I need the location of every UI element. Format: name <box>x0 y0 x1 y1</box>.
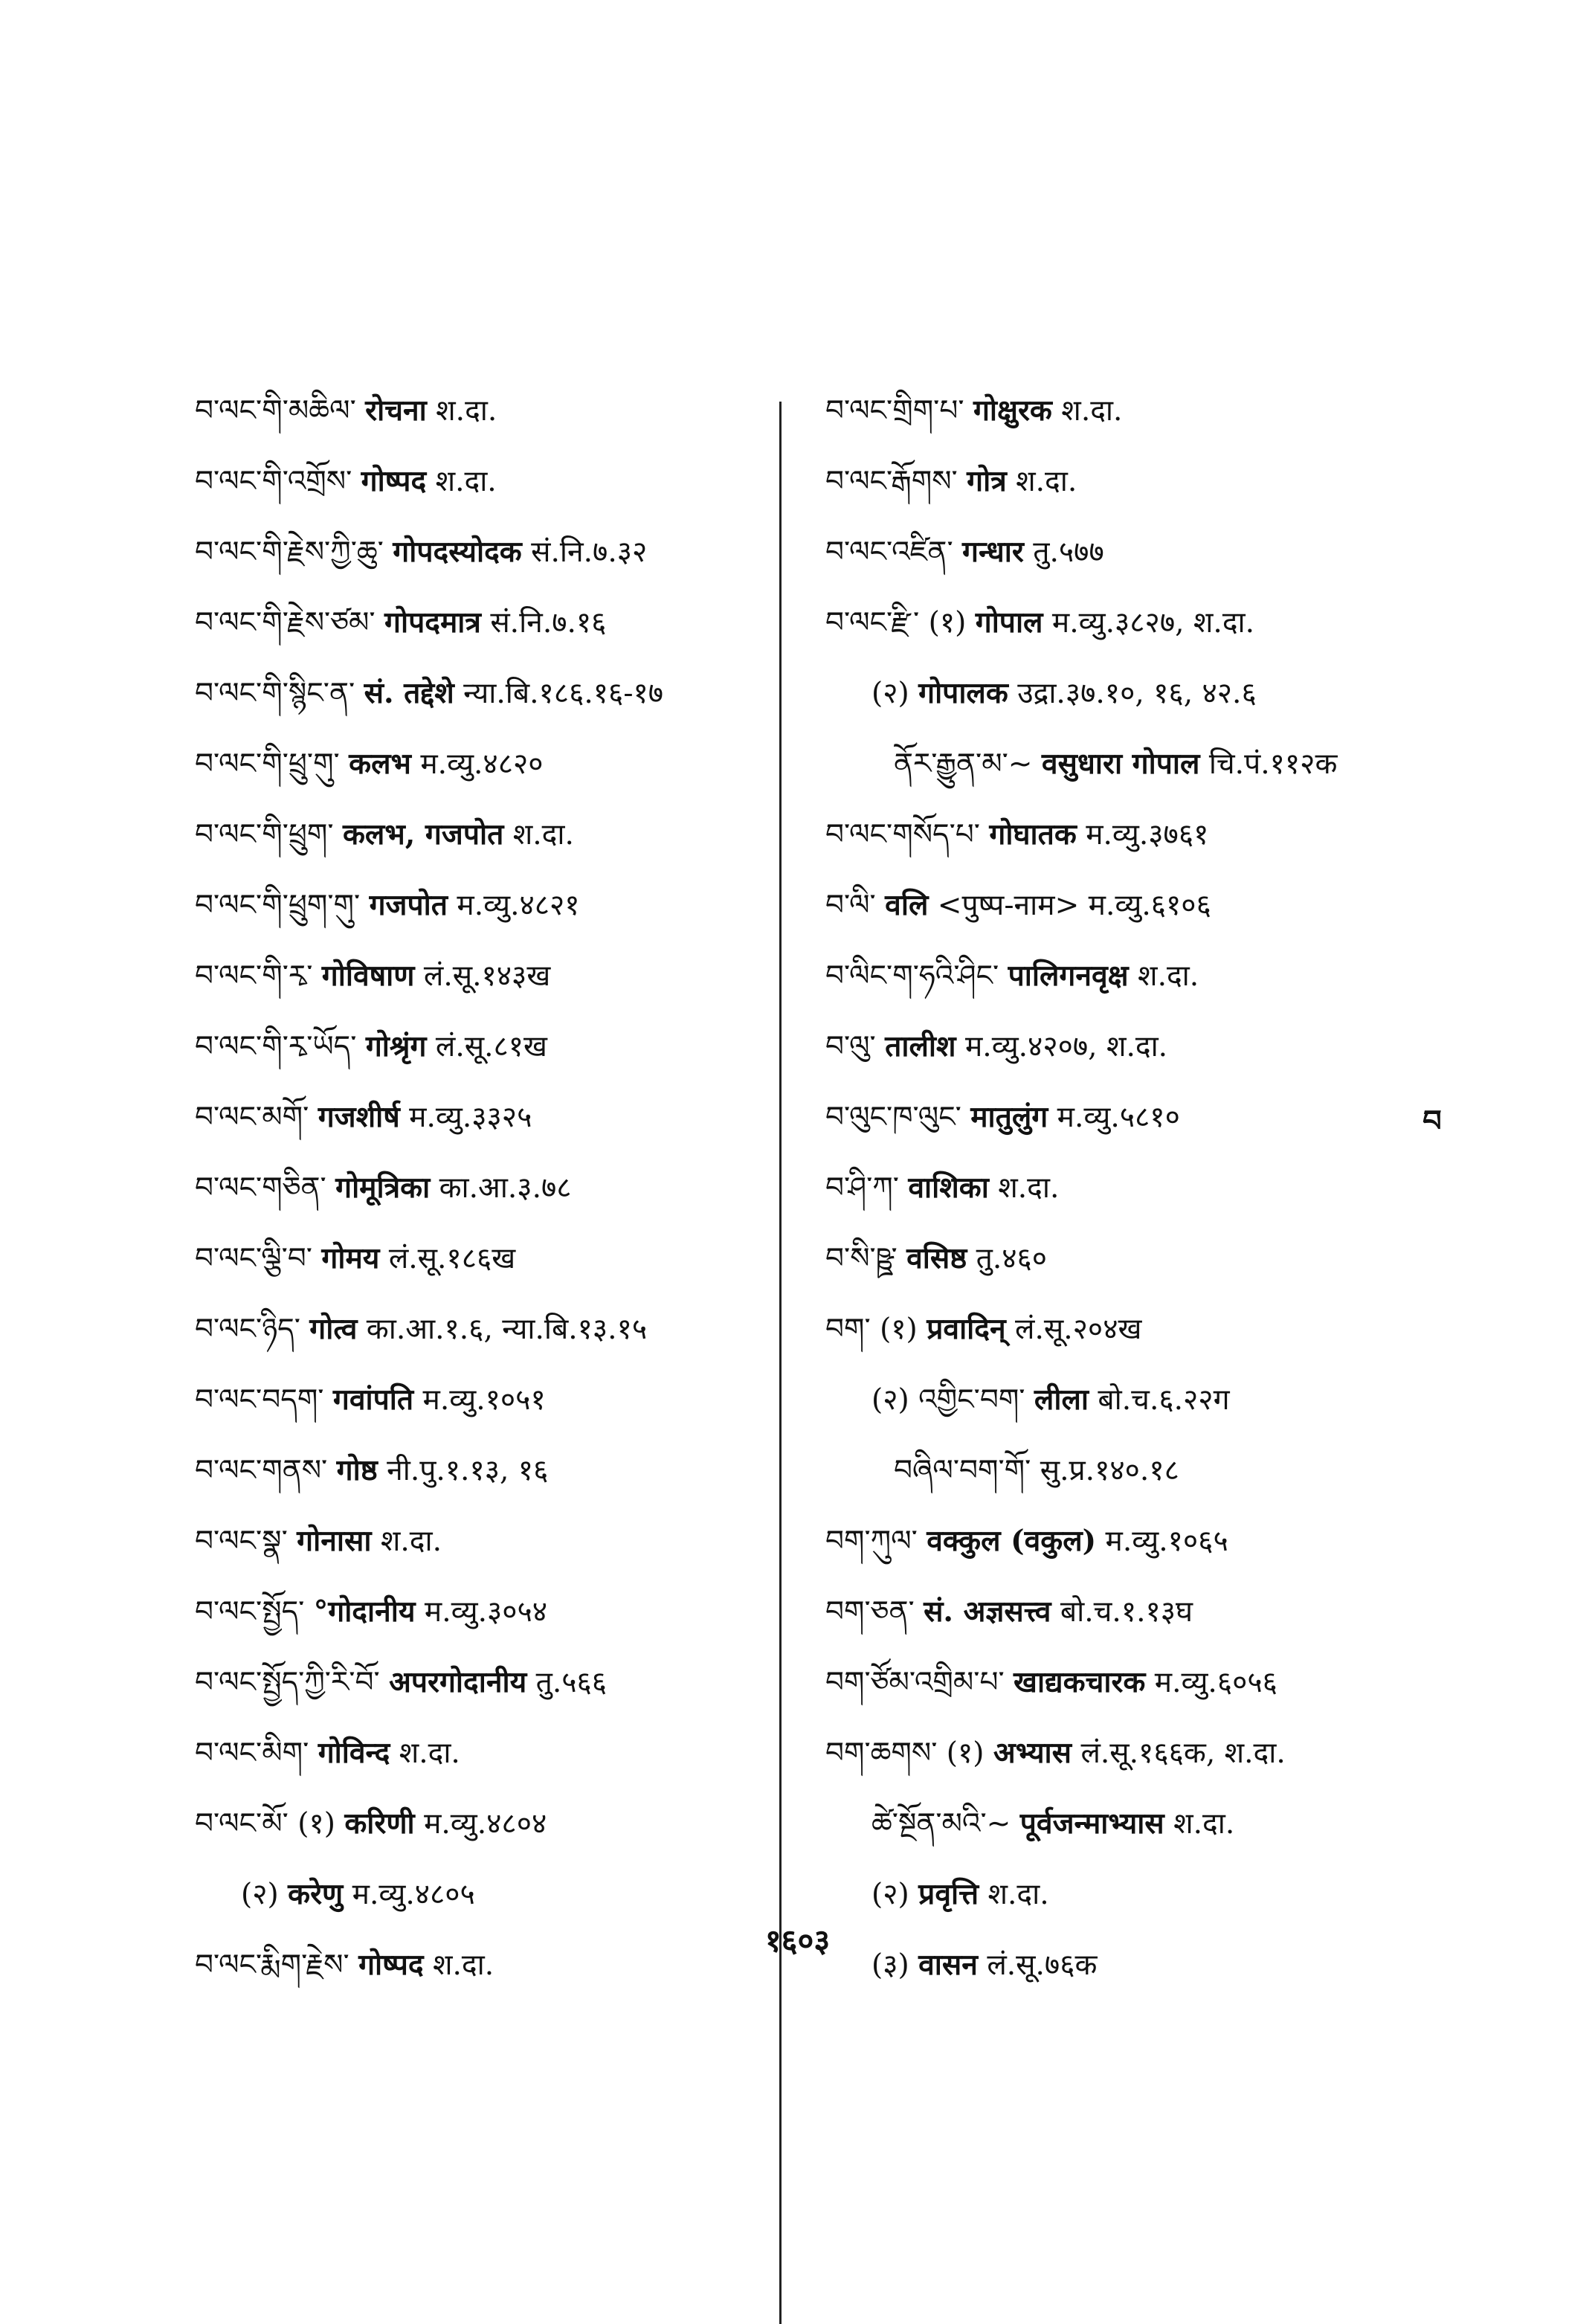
tibetan-headword: བ་ལང་གསོད་པ་ <box>825 818 980 852</box>
tibetan-headword: བ་ལང་གནས་ <box>195 1454 328 1487</box>
dictionary-entry <box>195 1365 767 1435</box>
sanskrit-equivalent: कलभ, गजपोत <box>342 817 504 852</box>
tibetan-headword: བ་ལུང་ཁ་ལུང་ <box>825 1101 961 1134</box>
tibetan-headword: བ་ལིང་ག་ཧའི་ཤིང་ <box>825 959 999 993</box>
sanskrit-equivalent: पूर्वजन्माभ्यास <box>1019 1806 1164 1841</box>
dictionary-entry <box>195 1577 767 1647</box>
dictionary-entry <box>195 870 767 941</box>
dictionary-entry <box>825 1294 1413 1365</box>
sanskrit-equivalent: गोमूत्रिका <box>335 1171 431 1205</box>
source-reference: उद्रा.३७.१०, १६, ४२.६ <box>1017 677 1257 710</box>
sanskrit-equivalent: प्रवादिन् <box>927 1312 1006 1346</box>
dictionary-entry <box>825 658 1413 729</box>
dictionary-entry <box>195 1506 767 1577</box>
sanskrit-equivalent: गोश्रृंग <box>365 1029 427 1063</box>
source-reference: म.व्यु.३३२५ <box>409 1101 532 1134</box>
dictionary-entry <box>195 1718 767 1789</box>
source-reference: म.व्यु.५८१० <box>1057 1101 1180 1134</box>
dictionary-entry <box>195 588 767 658</box>
source-reference: तु.५६६ <box>535 1666 608 1699</box>
dictionary-entry <box>195 941 767 1011</box>
sanskrit-equivalent: वसुधारा गोपाल <box>1041 747 1200 781</box>
sanskrit-equivalent: वलि <box>885 888 929 922</box>
dictionary-entry <box>195 446 767 517</box>
left-column <box>195 376 767 2000</box>
tibetan-headword: ནོར་རྒྱུན་མ་~ <box>894 747 1033 781</box>
sanskrit-equivalent: सं. अज्ञसत्त्व <box>924 1594 1051 1629</box>
sense-number: (३) <box>871 1948 909 1982</box>
dictionary-entry <box>195 517 767 588</box>
source-reference: म.व्यु.३०५४ <box>424 1595 548 1629</box>
sanskrit-equivalent: गोक्षुरक <box>973 393 1052 428</box>
sanskrit-equivalent: तालीश <box>885 1029 956 1063</box>
tibetan-headword: འགྱིང་བག་ <box>918 1383 1025 1417</box>
dictionary-entry <box>825 1011 1413 1082</box>
source-reference: श.दा. <box>987 1878 1049 1911</box>
source-reference: श.दा. <box>1173 1807 1235 1841</box>
sanskrit-equivalent: पालिगनवृक्ष <box>1008 959 1129 993</box>
source-reference: सु.प्र.१४०.१८ <box>1040 1454 1179 1487</box>
dictionary-entry <box>825 1789 1413 1859</box>
tibetan-headword: བག་ཅན་ <box>825 1595 915 1629</box>
dictionary-entry <box>825 376 1413 446</box>
column-divider <box>779 402 782 2324</box>
sanskrit-equivalent: प्रवृत्ति <box>918 1877 979 1911</box>
sanskrit-equivalent: गोपाल <box>975 605 1043 640</box>
source-reference: श.दा. <box>399 1736 460 1770</box>
source-reference: म.व्यु.६०५६ <box>1154 1666 1277 1699</box>
sanskrit-equivalent: कलभ <box>349 747 411 781</box>
dictionary-entry <box>195 376 767 446</box>
sanskrit-equivalent: गोविषाण <box>321 959 415 993</box>
source-reference: चि.पं.११२क <box>1208 747 1338 781</box>
tibetan-headword: བ་ལི་ <box>825 889 876 922</box>
tibetan-headword: བག་ཀུལ་ <box>825 1525 918 1558</box>
tibetan-headword: བ་ལང་མགོ་ <box>195 1101 309 1134</box>
sense-number: (२) <box>241 1878 279 1911</box>
source-reference: म.व्यु.४८२० <box>420 747 544 781</box>
tibetan-headword: བ་ལང་འཛིན་ <box>825 535 953 569</box>
dictionary-entry <box>195 1647 767 1718</box>
tibetan-headword: བག་ཆགས་ <box>825 1736 938 1770</box>
source-reference: म.व्यु.४८०४ <box>424 1807 547 1841</box>
tibetan-headword: བ་ལང་གི་མཆིལ་ <box>195 394 356 428</box>
tibetan-headword: བ་ལང་གཅིན་ <box>195 1171 326 1205</box>
sanskrit-equivalent: गोष्पद <box>358 1948 424 1982</box>
dictionary-entry <box>825 1647 1413 1718</box>
sanskrit-equivalent: गजपोत <box>369 888 448 922</box>
dictionary-entry <box>195 658 767 729</box>
sanskrit-equivalent: गोघातक <box>989 817 1077 852</box>
tibetan-headword: བ་ལང་གི་རྗེས་ཀྱི་ཆུ་ <box>195 535 384 569</box>
thumb-index-tab: བ <box>1422 1104 1442 1139</box>
source-reference: सं.नि.७.३२ <box>531 535 648 569</box>
dictionary-entry <box>195 1223 767 1294</box>
tibetan-headword: བ་ལང་རྨིག་རྗེས་ <box>195 1948 349 1982</box>
tibetan-headword: བ་ལང་མིག་ <box>195 1736 309 1770</box>
dictionary-entry <box>195 1789 767 1859</box>
sanskrit-equivalent: करिणी <box>344 1806 415 1841</box>
source-reference: लं.सू.१६६क, श.दा. <box>1080 1736 1286 1770</box>
source-reference: म.व्यु.४८०५ <box>352 1878 475 1911</box>
source-reference: न्या.बि.१८६.१६-१७ <box>463 677 664 710</box>
sanskrit-equivalent: गोपालक <box>918 676 1008 710</box>
source-reference: लं.सू.८१ख <box>435 1030 547 1063</box>
tibetan-headword: བ་ལང་སྣ་ <box>195 1525 288 1558</box>
dictionary-entry <box>195 1011 767 1082</box>
sanskrit-equivalent: करेणु <box>288 1877 344 1911</box>
sanskrit-equivalent: रोचना <box>365 393 427 428</box>
source-reference: म.व्यु.३७६१ <box>1086 818 1209 852</box>
dictionary-entry <box>825 1577 1413 1647</box>
tibetan-headword: བཞིལ་བག་གོ་ <box>894 1454 1031 1487</box>
dictionary-entry <box>825 941 1413 1011</box>
tibetan-headword: བ་ལང་སྤྱོད་ཀྱི་རི་བོ་ <box>195 1666 380 1699</box>
dictionary-entry <box>195 1294 767 1365</box>
source-reference: म.व्यु.३८२७, श.दा. <box>1051 606 1255 640</box>
dictionary-entry <box>825 1365 1413 1435</box>
tibetan-headword: བ་ལང་ལྕི་བ་ <box>195 1242 312 1275</box>
tibetan-headword: བ་ལང་རྫི་ <box>825 606 920 640</box>
dictionary-entry <box>825 1223 1413 1294</box>
sanskrit-equivalent: वासन <box>918 1948 978 1982</box>
sanskrit-equivalent: गोष्ठ <box>336 1453 378 1487</box>
source-reference: बो.च.१.१३घ <box>1060 1595 1193 1629</box>
source-reference: श.दा. <box>1138 959 1199 993</box>
sense-number: (१) <box>946 1736 985 1770</box>
tibetan-headword: བ་ལང་གི་ཕྲུ་གུ་ <box>195 747 340 781</box>
tibetan-headword: བ་ལང་སྤྱོད་ <box>195 1595 305 1629</box>
dictionary-entry <box>825 1718 1413 1789</box>
source-reference: श.दा. <box>380 1525 442 1558</box>
tibetan-headword: བ་ལང་གི་འགྲོས་ <box>195 465 352 498</box>
source-reference: लं.सू.७६क <box>987 1948 1098 1982</box>
dictionary-entry <box>195 1082 767 1153</box>
sanskrit-equivalent: °गोदानीय <box>313 1594 416 1629</box>
source-reference: म.व्यु.४८२१ <box>457 889 580 922</box>
sanskrit-equivalent: गोत्र <box>967 464 1007 498</box>
dictionary-entry <box>825 729 1413 799</box>
sanskrit-equivalent: लीला <box>1034 1383 1089 1417</box>
sanskrit-equivalent: गजशीर्ष <box>318 1100 400 1134</box>
sanskrit-equivalent: गोमय <box>321 1241 380 1275</box>
dictionary-entry <box>825 1435 1413 1506</box>
tibetan-headword: བ་ལང་གི་རྭ་ཡོད་ <box>195 1030 357 1063</box>
sanskrit-equivalent: वसिष्ठ <box>906 1241 967 1275</box>
source-reference: श.दा. <box>512 818 574 852</box>
tibetan-headword: བ་ཤི་ཀ་ <box>825 1171 899 1205</box>
tibetan-headword: བ་ལང་རྒོགས་ <box>825 465 958 498</box>
dictionary-entry <box>195 729 767 799</box>
source-reference: म.व्यु.१०५१ <box>422 1383 546 1417</box>
dictionary-entry <box>825 1082 1413 1153</box>
tibetan-headword: བག་ <box>825 1313 871 1346</box>
tibetan-headword: བ་ལང་བདག་ <box>195 1383 324 1417</box>
sense-number: (१) <box>297 1807 335 1841</box>
sanskrit-equivalent: गोविन्द <box>318 1736 390 1770</box>
tibetan-headword: བ་ལང་གི་རྭ་ <box>195 959 313 993</box>
tibetan-headword: བ་ལང་གི་ཕྲུག་གུ་ <box>195 889 361 922</box>
dictionary-entry <box>825 517 1413 588</box>
sanskrit-equivalent: गन्धार <box>962 535 1024 569</box>
dictionary-entry <box>195 1435 767 1506</box>
sanskrit-equivalent: गोपदमात्र <box>384 605 481 640</box>
tibetan-headword: བ་ལང་ཉིད་ <box>195 1313 300 1346</box>
dictionary-entry <box>825 870 1413 941</box>
source-reference: श.दा. <box>998 1171 1060 1205</box>
tibetan-headword: བག་ཙོམ་འགྲིམ་པ་ <box>825 1666 1005 1699</box>
sense-number: (२) <box>871 1878 909 1911</box>
sanskrit-equivalent: वक्कुल (वकुल) <box>927 1524 1097 1558</box>
dictionary-entry <box>825 1153 1413 1223</box>
sanskrit-equivalent: अभ्यास <box>993 1736 1072 1770</box>
sanskrit-equivalent: गोष्पद <box>361 464 427 498</box>
sanskrit-equivalent: मातुलुंग <box>970 1100 1048 1134</box>
source-reference: लं.सू.२०४ख <box>1015 1313 1142 1346</box>
tibetan-headword: བ་ལང་གི་རྗེས་ཙམ་ <box>195 606 376 640</box>
source-reference: तु.५७७ <box>1033 535 1104 569</box>
tibetan-headword: བ་ལང་གྲིག་པ་ <box>825 394 964 428</box>
source-reference: बो.च.६.२२ग <box>1098 1383 1230 1417</box>
sanskrit-equivalent: अपरगोदानीय <box>389 1665 527 1699</box>
sanskrit-equivalent: सं. तद्देशे <box>364 676 454 710</box>
dictionary-entry <box>825 588 1413 658</box>
dictionary-entry <box>825 446 1413 517</box>
source-reference: म.व्यु.१०६५ <box>1105 1525 1228 1558</box>
sanskrit-equivalent: गोत्व <box>309 1312 358 1346</box>
source-reference: तु.४६० <box>976 1242 1048 1275</box>
sense-number: (२) <box>871 1383 909 1417</box>
dictionary-entry <box>195 1153 767 1223</box>
source-reference: श.दा. <box>432 1948 494 1982</box>
sanskrit-equivalent: वाशिका <box>908 1171 989 1205</box>
source-reference: लं.सू.१८६ख <box>388 1242 516 1275</box>
dictionary-entry <box>825 799 1413 870</box>
sanskrit-equivalent: गोपदस्योदक <box>393 535 522 569</box>
tibetan-headword: བ་ལང་གི་ཕྲུག་ <box>195 818 334 852</box>
sanskrit-equivalent: गवांपति <box>332 1383 414 1417</box>
sanskrit-equivalent: गोनासा <box>297 1524 372 1558</box>
source-reference: नी.पु.१.१३, १६ <box>387 1454 549 1487</box>
tibetan-headword: བ་སི་ཥྛ་ <box>825 1242 898 1275</box>
source-reference: सं.नि.७.१६ <box>490 606 607 640</box>
source-reference: म.व्यु.४२०७, श.दा. <box>964 1030 1168 1063</box>
right-column <box>825 376 1413 2000</box>
source-reference: <पुष्प-नाम> म.व्यु.६१०६ <box>937 889 1211 922</box>
source-reference: श.दा. <box>435 465 497 498</box>
source-reference: का.आ.१.६, न्या.बि.१३.१५ <box>366 1313 648 1346</box>
dictionary-entry <box>195 799 767 870</box>
dictionary-entry <box>825 1506 1413 1577</box>
source-reference: श.दा. <box>436 394 497 428</box>
source-reference: श.दा. <box>1016 465 1077 498</box>
sense-number: (१) <box>928 606 967 640</box>
source-reference: श.दा. <box>1061 394 1123 428</box>
page-number: १६०३ <box>764 1922 831 1959</box>
source-reference: का.आ.३.७८ <box>439 1171 572 1205</box>
sanskrit-equivalent: खाद्यकचारक <box>1014 1665 1146 1699</box>
sense-number: (१) <box>880 1313 918 1346</box>
source-reference: लं.सू.१४३ख <box>423 959 551 993</box>
tibetan-headword: ཚེ་སྔོན་མའི་~ <box>871 1807 1011 1841</box>
tibetan-headword: བ་ལང་མོ་ <box>195 1807 289 1841</box>
tibetan-headword: བ་ལང་གི་སྙིང་ན་ <box>195 677 355 710</box>
tibetan-headword: བ་ལུ་ <box>825 1030 876 1063</box>
sense-number: (२) <box>871 677 909 710</box>
